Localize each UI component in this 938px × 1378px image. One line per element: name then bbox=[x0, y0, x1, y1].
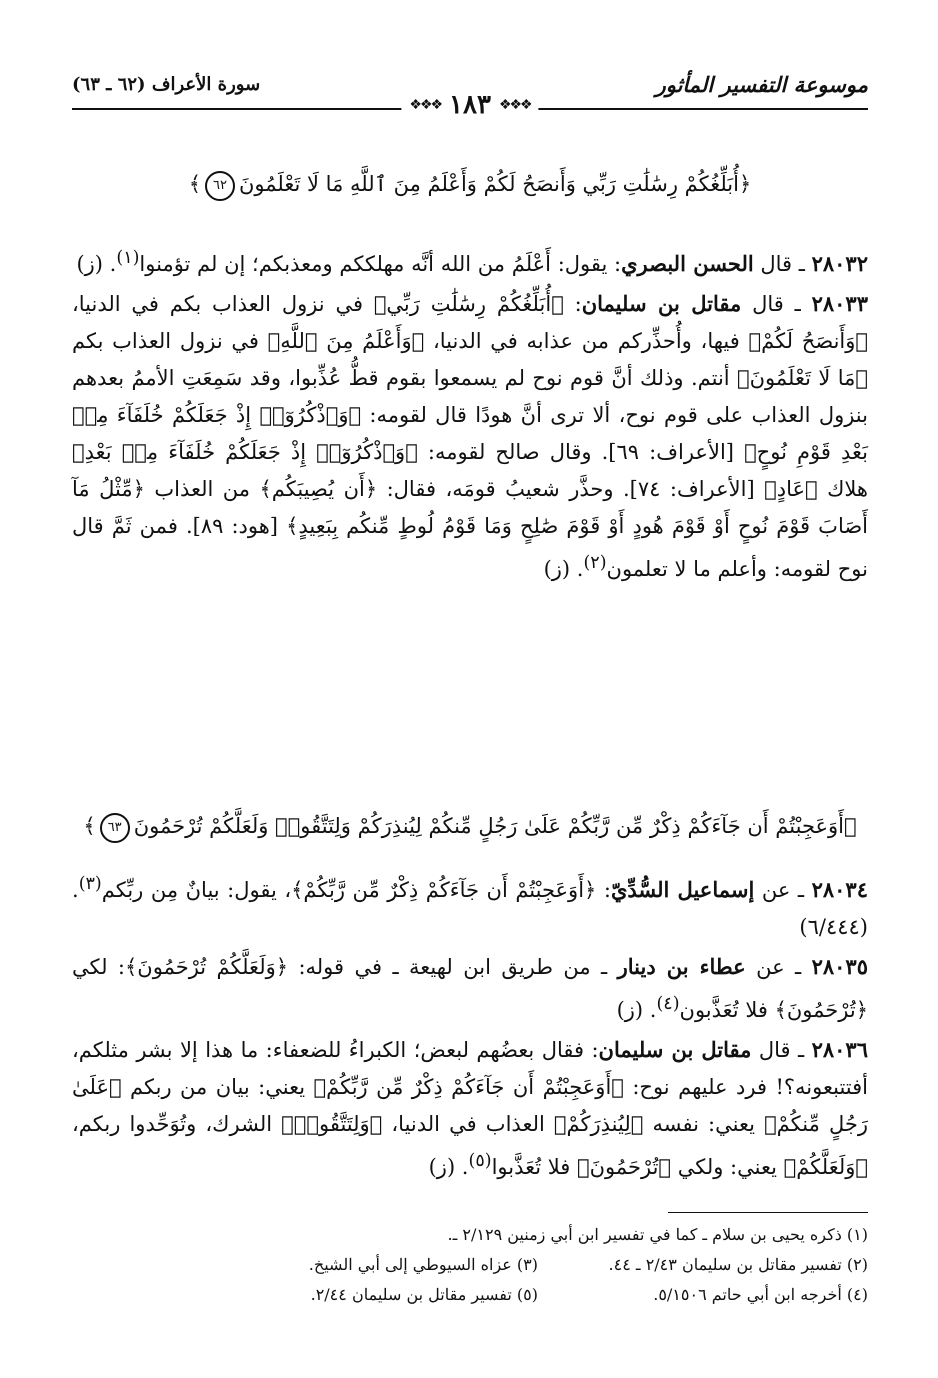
entry-text: : يقول: أَعْلَمُ من الله أنَّه مهلككم ومعذبكم؛ إن لم تؤمنوا bbox=[139, 252, 622, 276]
ornament-right-icon: ❖❖❖ bbox=[498, 97, 531, 113]
verse-text: ﴿أُبَلِّغُكُمْ رِسَٰلَٰتِ رَبِّي وَأَنصَحُ لَكُمْ وَأَعْلَمُ مِنَ ٱللَّهِ مَا لَا تَعْلَمُونَ bbox=[239, 172, 752, 196]
footnote-ref: (٤) bbox=[656, 994, 680, 1014]
narrator-name: الحسن البصري bbox=[621, 251, 754, 276]
quran-verse-63 bbox=[72, 806, 868, 846]
narrator-name: عطاء بن دينار bbox=[617, 954, 746, 979]
entry-number: ٢٨٠٣٦ bbox=[811, 1037, 868, 1062]
ayah-number-badge: ٦٢ bbox=[205, 171, 235, 201]
entry-lead: ـ عن bbox=[754, 878, 812, 902]
entry-number: ٢٨٠٣٥ bbox=[811, 954, 868, 979]
verse-close-bracket: ﴾ bbox=[188, 172, 201, 196]
narrator-name: إسماعيل السُّدِّيّ bbox=[610, 877, 755, 902]
quran-verse-62 bbox=[72, 164, 868, 204]
footnote-ref: (٢) bbox=[583, 553, 607, 573]
footnote-5: (٥) تفسير مقاتل بن سليمان ٢/٤٤. bbox=[310, 1285, 538, 1304]
ayah-number-badge: ٦٣ bbox=[100, 813, 130, 843]
footnote-1: (١) ذكره يحيى بن سلام ـ كما في تفسير ابن أبي زمنين ٢/١٢٩ ـ. bbox=[447, 1225, 868, 1244]
entry-lead: ـ قال bbox=[751, 1038, 812, 1062]
entry-tail: . (ز) bbox=[616, 998, 657, 1022]
page bbox=[72, 60, 868, 1350]
footnote-3: (٣) عزاه السيوطي إلى أبي الشيخ. bbox=[308, 1255, 538, 1274]
entry-28032 bbox=[72, 240, 868, 283]
page-number: ١٨٣ bbox=[449, 90, 491, 120]
book-title: موسوعة التفسير المأثور bbox=[655, 72, 868, 97]
entry-28033 bbox=[72, 285, 868, 588]
entry-number: ٢٨٠٣٢ bbox=[811, 251, 868, 276]
entry-tail: . (٦/٤٤٤) bbox=[72, 878, 868, 939]
entry-number: ٢٨٠٣٤ bbox=[811, 877, 868, 902]
entries-group-2 bbox=[72, 866, 868, 1188]
narrator-name: مقاتل بن سليمان bbox=[581, 291, 742, 316]
page-header bbox=[72, 60, 868, 120]
surah-reference: سورة الأعراف (٦٢ ـ ٦٣) bbox=[72, 74, 261, 95]
footnote-2: (٢) تفسير مقاتل بن سليمان ٢/٤٣ ـ ٤٤. bbox=[608, 1255, 868, 1274]
entry-text: : ﴿أَوَعَجِبْتُمْ أَن جَآءَكُمْ ذِكْرٌ مِّن رَّبِّكُمْ﴾، يقول: بيانٌ مِن ربِّكم bbox=[101, 878, 611, 902]
verse-close-bracket: ﴾ bbox=[83, 814, 96, 838]
entry-lead: ـ قال bbox=[741, 292, 812, 316]
narrator-name: مقاتل بن سليمان bbox=[598, 1037, 752, 1062]
ornament-left-icon: ❖❖❖ bbox=[409, 97, 442, 113]
footnote-ref: (٥) bbox=[468, 1151, 492, 1171]
page-number-block bbox=[401, 90, 538, 120]
footnote-divider bbox=[668, 1212, 868, 1213]
footnotes bbox=[72, 1220, 868, 1310]
entry-text: : ﴿أُبَلِّغُكُمْ رِسَٰلَٰتِ رَبِّي﴾ في نزول العذاب بكم في الدنيا، ﴿وَأَنصَحُ لَكُمْ﴾ فيها، وأُحذِّركم من عذابه في الدنيا، ﴿وَأَعْلَمُ مِنَ ٱللَّهِ﴾ في نزول العذاب بكم ﴿مَا لَا تَعْلَمُونَ﴾ أنتم. وذلك أنَّ قوم نوح لم يسمعوا بقوم قطُّ عُذِّبوا، وقد سَمِعَتِ الأممُ بعدهم بنزول العذاب على قوم نوح، ألا ترى أنَّ هودًا قال لقومه: ﴿وَٱذْكُرُوٓا۟ إِذْ جَعَلَكُمْ خُلَفَآءَ مِنۢ بَعْدِ قَوْمِ نُوحٍ﴾ [الأعراف: ٦٩]. وقال صالح لقومه: ﴿وَٱذْكُرُوٓا۟ إِذْ جَعَلَكُمْ خُلَفَآءَ مِنۢ بَعْدِ﴾ هلاك ﴿عَادٍ﴾ [الأعراف: ٧٤]. وحذَّر شعيبُ قومَه، فقال: ﴿أَن يُصِيبَكُم﴾ من العذاب ﴿مِّثْلُ مَآ أَصَابَ قَوْمَ نُوحٍ أَوْ قَوْمَ هُودٍ أَوْ قَوْمَ صَٰلِحٍ وَمَا قَوْمُ لُوطٍ مِّنكُم بِبَعِيدٍ﴾ [هود: ٨٩]. فمن ثَمَّ قال نوح لقومه: وأعلم ما لا تعلمون bbox=[72, 292, 869, 581]
entries-group-1 bbox=[72, 240, 868, 590]
footnote-row bbox=[72, 1250, 868, 1280]
footnote-ref: (١) bbox=[116, 248, 140, 268]
entry-28035 bbox=[72, 948, 868, 1029]
footnote-4: (٤) أخرجه ابن أبي حاتم ٥/١٥٠٦. bbox=[653, 1285, 868, 1304]
entry-tail: . (ز) bbox=[543, 557, 584, 581]
verse-text: ﴿أَوَعَجِبْتُمْ أَن جَآءَكُمْ ذِكْرٌ مِّن رَّبِّكُمْ عَلَىٰ رَجُلٍ مِّنكُمْ لِيُنذِرَكُمْ وَلِتَتَّقُوا۟ وَلَعَلَّكُمْ تُرْحَمُونَ bbox=[133, 814, 857, 838]
entry-lead: ـ قال bbox=[753, 252, 812, 276]
entry-tail: . (ز) bbox=[76, 252, 117, 276]
footnote-row bbox=[72, 1280, 868, 1310]
entry-number: ٢٨٠٣٣ bbox=[811, 291, 868, 316]
entry-28034 bbox=[72, 866, 868, 946]
entry-lead: ـ عن bbox=[745, 955, 812, 979]
footnote-row bbox=[72, 1220, 868, 1250]
entry-text: ـ من طريق ابن لهيعة ـ في قوله: ﴿وَلَعَلَّكُمْ تُرْحَمُونَ﴾: لكي ﴿تُرْحَمُونَ﴾ فلا تُعَذَّبون bbox=[72, 955, 868, 1022]
entry-text: : فقال بعضُهم لبعض؛ الكبراءُ للضعفاء: ما هذا إلا بشر مثلكم، أفتتبعونه؟! فرد عليهم نوح: ﴿أَوَعَجِبْتُمْ أَن جَآءَكُمْ ذِكْرٌ مِّن رَّبِّكُمْ﴾ يعني: بيان من ربكم ﴿عَلَىٰ رَجُلٍ مِّنكُمْ﴾ يعني: نفسه ﴿لِيُنذِرَكُمْ﴾ العذاب في الدنيا، ﴿وَلِتَتَّقُوا۟﴾ الشرك، وتُوَحِّدوا ربكم، ﴿وَلَعَلَّكُمْ﴾ يعني: ولكي ﴿تُرْحَمُونَ﴾ فلا تُعَذَّبوا bbox=[72, 1038, 868, 1179]
entry-tail: . (ز) bbox=[428, 1155, 469, 1179]
entry-28036 bbox=[72, 1031, 868, 1186]
footnote-ref: (٣) bbox=[78, 874, 102, 894]
